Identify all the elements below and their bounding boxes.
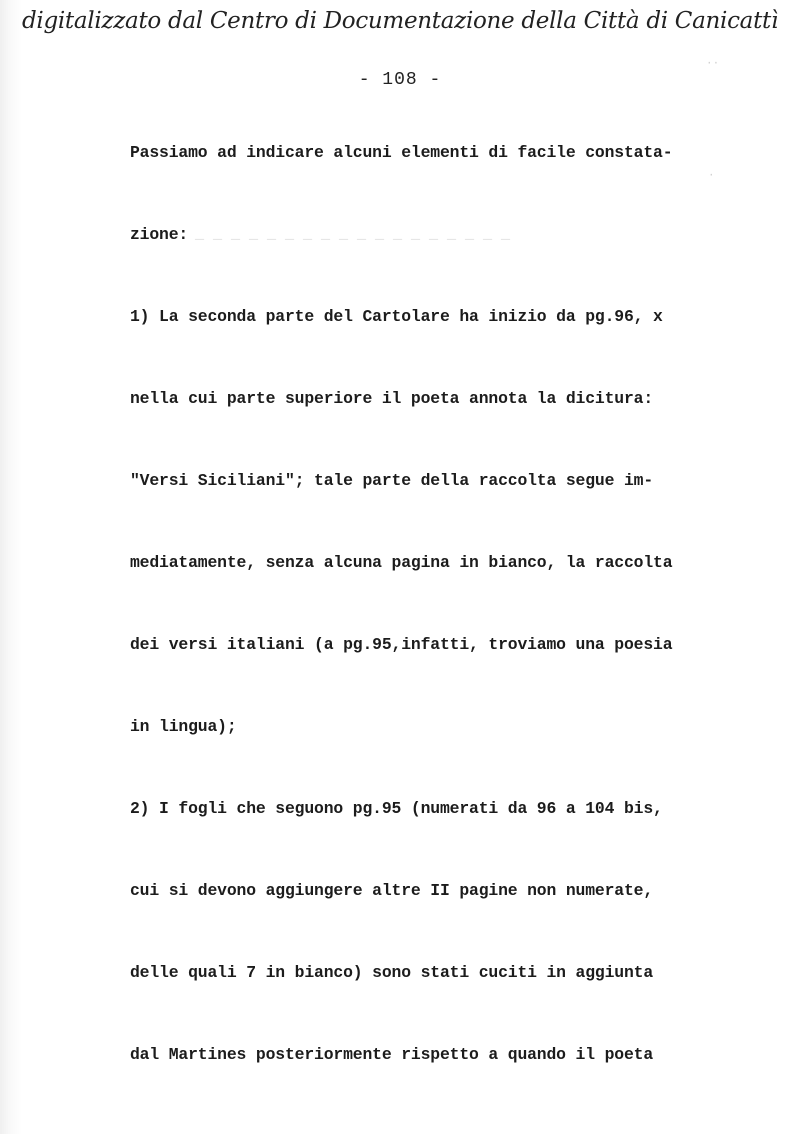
page-number: - 108 - — [358, 70, 442, 90]
text-line: nella cui parte superiore il poeta annota la dicitura: — [130, 389, 654, 408]
text-line: "Versi Siciliani"; tale parte della raccolta segue im- — [130, 471, 654, 490]
text-line: Passiamo ad indicare alcuni elementi di facile constata- — [130, 143, 673, 162]
text-line: zione: — [130, 225, 189, 244]
text-line: dei versi italiani (a pg.95,infatti, troviamo una poesia — [130, 635, 673, 654]
bleed-through-text: ─ ─ ─ ─ ─ ─ ─ ─ ─ ─ ─ ─ ─ ─ ─ ─ ─ ─ — [195, 232, 511, 249]
text-line: mediatamente, senza alcuna pagina in bianco, la raccolta — [130, 553, 673, 572]
text-line: cui si devono aggiungere altre II pagine non numerate, — [130, 881, 654, 900]
text-line: 2) I fogli che seguono pg.95 (numerati da 96 a 104 bis, — [130, 799, 663, 818]
scan-speck: · — [708, 170, 715, 182]
text-line: in lingua); — [130, 717, 237, 736]
digitization-watermark: digitalizzato dal Centro di Documentazione della Città di Canicattì — [21, 8, 779, 34]
text-line: delle quali 7 in bianco) sono stati cuciti in aggiunta — [130, 963, 654, 982]
text-line: dal Martines posteriormente rispetto a quando il poeta — [130, 1045, 654, 1064]
scan-speck: ·· — [706, 58, 720, 70]
text-line: 1) La seconda parte del Cartolare ha inizio da pg.96, x — [130, 307, 663, 326]
